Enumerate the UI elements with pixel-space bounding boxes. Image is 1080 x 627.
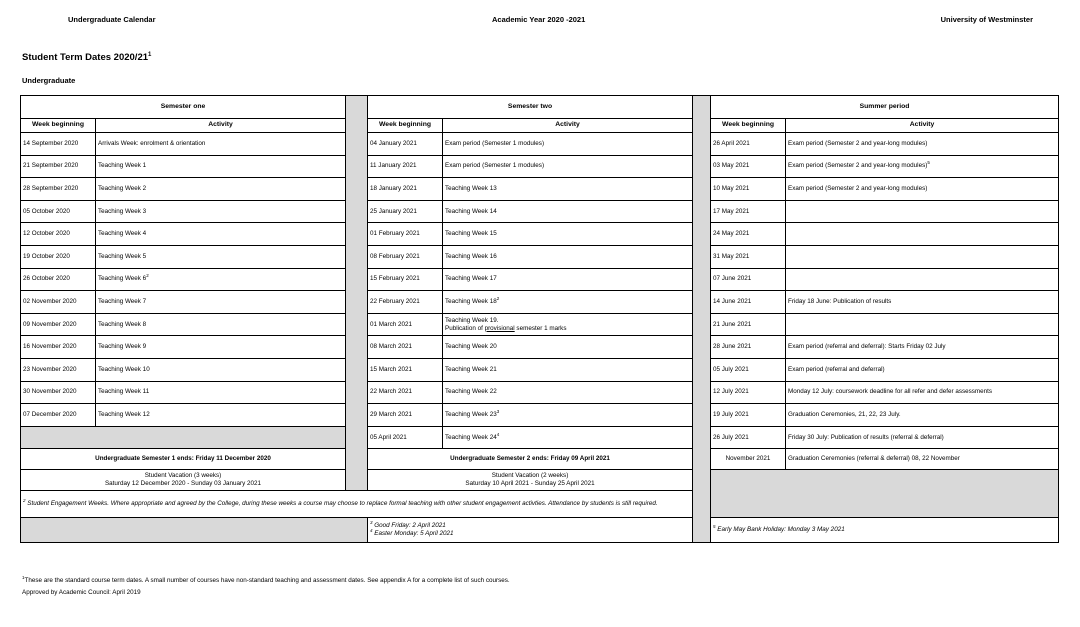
week-cell <box>711 358 786 381</box>
week-cell <box>711 449 786 470</box>
column-header-week: Week beginning <box>21 119 96 133</box>
cell-text: 28 June 2021 <box>713 343 752 351</box>
cell-text: 03 May 2021 <box>713 162 750 170</box>
week-cell <box>368 245 443 268</box>
cell-text: Exam period (Semester 1 modules) <box>445 162 545 170</box>
cell-text: 30 November 2020 <box>23 388 77 396</box>
activity-cell <box>786 155 1059 178</box>
activity-cell <box>786 133 1059 156</box>
week-cell <box>368 404 443 427</box>
activity-cell <box>96 200 346 223</box>
cell-text: Undergraduate Semester 2 ends: Friday 09 April 2021 <box>450 455 610 463</box>
week-cell <box>21 268 96 291</box>
cell-text: Monday 12 July: coursework deadline for all refer and defer assessments <box>788 388 993 396</box>
cell-text: 26 October 2020 <box>23 275 70 283</box>
table-row <box>21 336 1059 359</box>
cell-text: 23 November 2020 <box>23 365 77 373</box>
page-subtitle: Undergraduate <box>22 76 76 85</box>
activity-cell <box>96 358 346 381</box>
footnote-5 <box>711 518 1059 543</box>
table-row <box>21 291 1059 314</box>
cell-text: Teaching Week 12 <box>98 410 150 418</box>
cell-text: Exam period (Semester 2 and year-long modules) <box>788 185 928 193</box>
activity-cell <box>786 449 1059 470</box>
week-cell <box>368 200 443 223</box>
activity-cell <box>786 313 1059 336</box>
semester-two-heading: Semester two <box>368 96 693 119</box>
footnote-text: Student Engagement Weeks. Where appropriate and agreed by the College, during these weeks a course may choose to replace formal teaching with other student engagement activties. Attendance by students is still required. <box>25 500 658 508</box>
page-title: Student Term Dates $2020/21^1$ <box>22 52 152 64</box>
cell-text: 21 September 2020 <box>23 162 79 170</box>
approval-note: Approved by Academic Council: April 2019 <box>22 589 141 596</box>
activity-cell <box>443 291 693 314</box>
column-header-week: Week beginning <box>368 119 443 133</box>
cell-text: Teaching Week 4 <box>98 230 147 238</box>
cell-text: 05 April 2021 <box>370 433 407 441</box>
week-cell <box>711 291 786 314</box>
table-row <box>21 178 1059 201</box>
cell-text: 18 January 2021 <box>370 185 417 193</box>
week-cell <box>368 133 443 156</box>
table-row <box>21 426 1059 449</box>
cell-text: 05 July 2021 <box>713 365 749 373</box>
cell-text: Teaching Week 5 <box>98 252 147 260</box>
activity-cell <box>786 381 1059 404</box>
header-center: Academic Year 2020 -2021 <box>492 15 586 24</box>
table-row <box>21 313 1059 336</box>
week-cell <box>21 155 96 178</box>
activity-cell <box>786 404 1059 427</box>
activity-cell <box>786 268 1059 291</box>
cell-text: Teaching Week 13 <box>445 185 497 193</box>
activity-cell <box>786 336 1059 359</box>
cell-text: Teaching Week 14 <box>445 207 497 215</box>
table-row <box>21 381 1059 404</box>
cell-text: Exam period (referral and deferral): Starts Friday 02 July <box>788 343 946 351</box>
cell-text: 07 June 2021 <box>713 275 752 283</box>
footnote-mark: 5 <box>927 160 930 166</box>
week-cell <box>368 426 443 449</box>
cell-text: Exam period (Semester 1 modules) <box>445 139 545 147</box>
week-cell <box>368 313 443 336</box>
cell-text: 12 October 2020 <box>23 230 70 238</box>
vacation-dates: Saturday 12 December 2020 - Sunday 03 January 2021 <box>104 480 262 488</box>
cell-text: Teaching Week 8 <box>98 320 147 328</box>
activity-cell <box>96 336 346 359</box>
activity-cell <box>443 200 693 223</box>
cell-text: 22 March 2021 <box>370 388 413 396</box>
cell-text: Graduation Ceremonies (referral & deferral) 08, 22 November <box>788 455 960 463</box>
cell-text: Teaching Week 19. <box>445 316 499 324</box>
activity-cell <box>443 155 693 178</box>
cell-text: Graduation Ceremonies, 21, 22, 23 July. <box>788 410 901 418</box>
week-cell <box>21 358 96 381</box>
cell-text: Teaching Week 21 <box>445 365 497 373</box>
column-header-activity: Activity <box>443 119 693 133</box>
week-cell <box>368 223 443 246</box>
cell-text: Teaching Week 24 <box>445 433 497 441</box>
activity-cell <box>443 381 693 404</box>
table-row <box>21 245 1059 268</box>
cell-text: 26 April 2021 <box>713 139 750 147</box>
semester-two-end <box>368 449 693 470</box>
activity-cell <box>96 313 346 336</box>
column-gap <box>693 96 711 543</box>
cell-text: 10 May 2021 <box>713 185 750 193</box>
cell-text: 04 January 2021 <box>370 139 417 147</box>
table-row <box>21 223 1059 246</box>
cell-text: Teaching Week 7 <box>98 298 147 306</box>
cell-text: 15 March 2021 <box>370 365 413 373</box>
activity-cell <box>443 178 693 201</box>
footnote-4: $^4$ Easter Monday: 5 April 2021 <box>370 528 454 538</box>
cell-text: 02 November 2020 <box>23 298 77 306</box>
activity-cell <box>443 404 693 427</box>
header-right: University of Westminster <box>940 15 1033 24</box>
cell-text: Teaching Week 6 <box>98 275 147 283</box>
week-cell <box>368 358 443 381</box>
table-row <box>21 404 1059 427</box>
cell-text: Exam period (Semester 2 and year-long modules) <box>788 139 928 147</box>
empty-grey-cell <box>21 518 368 543</box>
week-cell <box>368 291 443 314</box>
cell-text: 12 July 2021 <box>713 388 749 396</box>
activity-cell <box>96 404 346 427</box>
week-cell <box>368 155 443 178</box>
week-cell <box>21 200 96 223</box>
week-cell <box>711 381 786 404</box>
cell-text: 14 September 2020 <box>23 139 79 147</box>
footnote-2 <box>21 491 693 518</box>
cell-text: Teaching Week 2 <box>98 185 147 193</box>
activity-cell <box>443 313 693 336</box>
cell-text: November 2021 <box>725 455 771 463</box>
column-header-week: Week beginning <box>711 119 786 133</box>
week-cell <box>711 313 786 336</box>
cell-text: 25 January 2021 <box>370 207 417 215</box>
week-cell <box>368 268 443 291</box>
week-cell <box>21 404 96 427</box>
week-cell <box>711 336 786 359</box>
activity-cell <box>443 245 693 268</box>
vacation-title: Student Vacation (3 weeks) <box>144 472 222 480</box>
cell-text: Friday 30 July: Publication of results (referral & deferral) <box>788 433 944 441</box>
empty-grey-cell <box>21 426 346 449</box>
week-cell <box>21 336 96 359</box>
footnote-mark: 2 <box>23 498 26 504</box>
cell-text: Exam period (referral and deferral) <box>788 365 885 373</box>
activity-cell <box>443 133 693 156</box>
cell-text: Teaching Week 16 <box>445 252 497 260</box>
cell-text: 05 October 2020 <box>23 207 70 215</box>
cell-text: 11 January 2021 <box>370 162 417 170</box>
cell-text: Friday 18 June: Publication of results <box>788 298 892 306</box>
cell-text: Publication of provisional semester 1 marks <box>445 324 567 332</box>
cell-text: 19 October 2020 <box>23 252 70 260</box>
cell-text: Teaching Week 3 <box>98 207 147 215</box>
activity-cell <box>96 268 346 291</box>
week-cell <box>368 178 443 201</box>
activity-cell <box>443 223 693 246</box>
cell-text: Teaching Week 17 <box>445 275 497 283</box>
cell-text: 29 March 2021 <box>370 410 413 418</box>
cell-text: 19 July 2021 <box>713 410 749 418</box>
activity-cell <box>443 336 693 359</box>
cell-text: 16 November 2020 <box>23 343 77 351</box>
cell-text: 31 May 2021 <box>713 252 750 260</box>
cell-text: 28 September 2020 <box>23 185 79 193</box>
activity-cell <box>443 358 693 381</box>
footnote-mark: 5 <box>713 524 716 530</box>
column-header-activity: Activity <box>786 119 1059 133</box>
week-cell <box>21 291 96 314</box>
cell-text: 14 June 2021 <box>713 298 752 306</box>
footnote-mark: 2 <box>496 295 500 301</box>
cell-text: Undergraduate Semester 1 ends: Friday 11 December 2020 <box>95 455 271 463</box>
activity-cell <box>96 381 346 404</box>
activity-cell <box>786 245 1059 268</box>
activity-cell <box>96 178 346 201</box>
cell-text: 17 May 2021 <box>713 207 750 215</box>
activity-cell <box>96 155 346 178</box>
cell-text: 07 December 2020 <box>23 410 77 418</box>
week-cell <box>711 268 786 291</box>
cell-text: Exam period (Semester 2 and year-long modules) <box>788 162 928 170</box>
footnote-mark: 3 <box>496 408 500 414</box>
activity-cell <box>443 426 693 449</box>
cell-text: 15 February 2021 <box>370 275 420 283</box>
activity-cell <box>786 178 1059 201</box>
cell-text: 26 July 2021 <box>713 433 749 441</box>
cell-text: 01 February 2021 <box>370 230 420 238</box>
activity-cell <box>786 358 1059 381</box>
cell-text: Teaching Week 10 <box>98 365 150 373</box>
cell-text: 22 February 2021 <box>370 298 420 306</box>
header-left: Undergraduate Calendar <box>68 15 156 24</box>
cell-text: Arrivals Week: enrolment & orientation <box>98 139 206 147</box>
summer-heading: Summer period <box>711 96 1059 119</box>
week-cell <box>21 313 96 336</box>
table-row <box>21 133 1059 156</box>
week-cell <box>21 223 96 246</box>
table-row <box>21 358 1059 381</box>
activity-cell <box>443 268 693 291</box>
week-cell <box>21 381 96 404</box>
cell-text: 21 June 2021 <box>713 320 752 328</box>
term-dates-table <box>20 95 1059 543</box>
cell-text: 08 February 2021 <box>370 252 420 260</box>
footnote-text: Early May Bank Holiday: Monday 3 May 2021 <box>715 526 845 534</box>
footnote-3: $^3$ Good Friday: 2 April 2021 <box>370 520 446 530</box>
week-cell <box>711 178 786 201</box>
vacation-title: Student Vacation (2 weeks) <box>491 472 569 480</box>
table-row <box>21 155 1059 178</box>
week-cell <box>711 404 786 427</box>
activity-cell <box>96 223 346 246</box>
table-row <box>21 200 1059 223</box>
cell-text: Teaching Week 23 <box>445 410 497 418</box>
column-header-activity: Activity <box>96 119 346 133</box>
title-footnote-mark: 1 <box>148 52 152 58</box>
cell-text: Teaching Week 1 <box>98 162 147 170</box>
week-cell <box>711 155 786 178</box>
week-cell <box>368 381 443 404</box>
activity-cell <box>786 223 1059 246</box>
footnote-1: $^1$These are the standard course term dates. A small number of courses have non-standard teaching and assessment dates. See appendix A for a complete list of such courses. <box>22 574 510 584</box>
week-cell <box>711 200 786 223</box>
activity-cell <box>786 426 1059 449</box>
week-cell <box>21 178 96 201</box>
empty-grey-cell <box>711 470 1059 518</box>
week-cell <box>711 223 786 246</box>
semester-one-heading: Semester one <box>21 96 346 119</box>
cell-text: 08 March 2021 <box>370 343 413 351</box>
cell-text: Teaching Week 11 <box>98 388 150 396</box>
cell-text: 24 May 2021 <box>713 230 750 238</box>
footnote-mark: 4 <box>496 431 500 437</box>
cell-text: Teaching Week 22 <box>445 388 497 396</box>
semester-two-vacation <box>368 470 693 491</box>
cell-text: Teaching Week 18 <box>445 298 497 306</box>
week-cell <box>711 245 786 268</box>
week-cell <box>711 426 786 449</box>
activity-cell <box>786 200 1059 223</box>
activity-cell <box>96 245 346 268</box>
week-cell <box>21 133 96 156</box>
cell-text: 09 November 2020 <box>23 320 77 328</box>
cell-text: Teaching Week 20 <box>445 343 497 351</box>
semester-one-end <box>21 449 346 470</box>
cell-text: Teaching Week 15 <box>445 230 497 238</box>
cell-text: 01 March 2021 <box>370 320 413 328</box>
activity-cell <box>96 133 346 156</box>
activity-cell <box>786 291 1059 314</box>
column-gap <box>346 96 368 491</box>
week-cell <box>711 133 786 156</box>
footnote-mark: 2 <box>146 273 149 279</box>
vacation-dates: Saturday 10 April 2021 - Sunday 25 April 2021 <box>465 480 595 488</box>
table-row <box>21 268 1059 291</box>
week-cell <box>21 245 96 268</box>
cell-text: Teaching Week 9 <box>98 343 147 351</box>
week-cell <box>368 336 443 359</box>
activity-cell <box>96 291 346 314</box>
footnote-3-4 <box>368 518 693 543</box>
semester-one-vacation <box>21 470 346 491</box>
